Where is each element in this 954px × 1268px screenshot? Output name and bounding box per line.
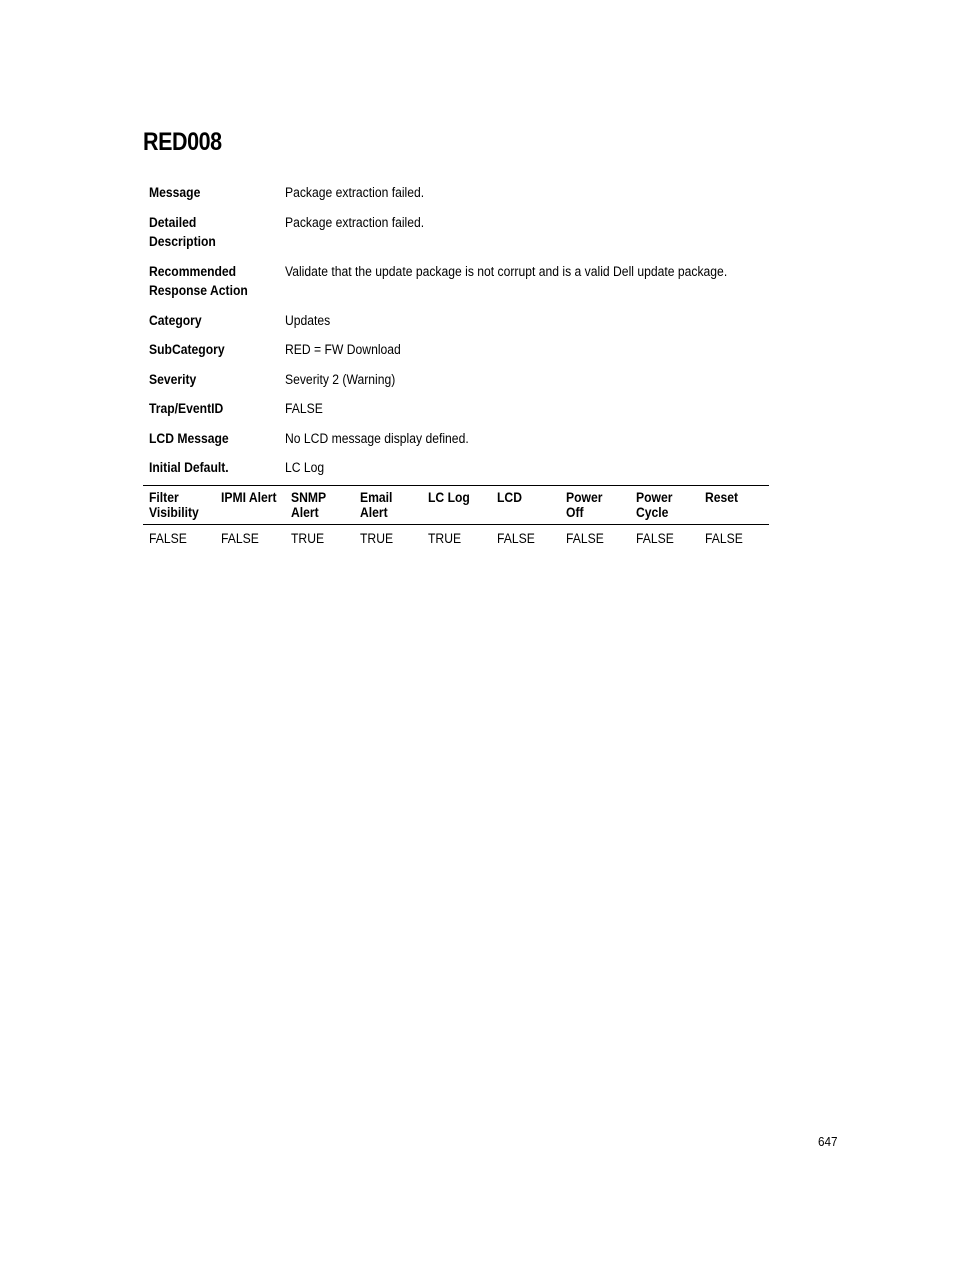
field-row-subcategory	[149, 340, 769, 360]
field-value: LC Log	[285, 460, 325, 475]
table-cell: TRUE	[428, 531, 462, 546]
field-label: Recommended Response Action	[149, 263, 248, 298]
alert-actions-table	[143, 485, 769, 547]
table-cell: TRUE	[359, 531, 393, 546]
field-row-category	[149, 311, 769, 331]
field-label: Detailed Description	[149, 214, 216, 249]
field-label: SubCategory	[149, 342, 225, 357]
field-value: Package extraction failed.	[285, 185, 425, 200]
table-cell: FALSE	[566, 531, 605, 546]
table-header-row	[143, 486, 769, 525]
field-row-message	[149, 183, 769, 203]
message-details	[149, 183, 769, 488]
field-row-detailed-description	[149, 213, 769, 252]
field-label: Trap/EventID	[149, 401, 224, 416]
table-cell: FALSE	[221, 531, 260, 546]
field-value: FALSE	[285, 401, 323, 416]
table-cell: FALSE	[705, 531, 744, 546]
field-label: LCD Message	[149, 430, 229, 446]
field-label: Severity	[149, 371, 197, 387]
table-cell: FALSE	[496, 531, 535, 546]
table-cell: FALSE	[149, 531, 187, 546]
field-value: RED = FW Download	[285, 342, 401, 357]
field-label: Category	[149, 312, 202, 328]
field-label: Initial Default.	[149, 460, 229, 475]
column-header: SNMP Alert	[285, 486, 354, 525]
field-value: Package extraction failed.	[285, 214, 425, 230]
column-header: LCD	[491, 486, 561, 525]
field-label: Message	[149, 185, 201, 200]
field-value: Updates	[285, 312, 331, 328]
page-title: RED008	[143, 128, 222, 156]
column-header: Power Off	[560, 486, 630, 525]
field-row-severity	[149, 370, 769, 390]
column-header: IPMI Alert	[215, 486, 285, 525]
column-header: Filter Visibility	[143, 486, 215, 525]
field-value: Severity 2 (Warning)	[285, 371, 396, 387]
column-header: Email Alert	[354, 486, 422, 525]
table-cell: FALSE	[635, 531, 674, 546]
table-cell: TRUE	[290, 531, 325, 546]
page-number: 647	[818, 1134, 838, 1149]
table-row	[143, 525, 769, 548]
field-value: No LCD message display defined.	[285, 430, 469, 446]
field-row-recommended-response-action	[149, 262, 769, 301]
field-row-lcd-message	[149, 429, 769, 449]
column-header: Reset	[699, 486, 769, 525]
column-header: LC Log	[422, 486, 490, 525]
field-row-trap-eventid	[149, 399, 769, 419]
field-value: Validate that the update package is not corrupt and is a valid Dell update package.	[285, 263, 728, 279]
field-row-initial-default	[149, 458, 769, 478]
column-header: Power Cycle	[630, 486, 700, 525]
